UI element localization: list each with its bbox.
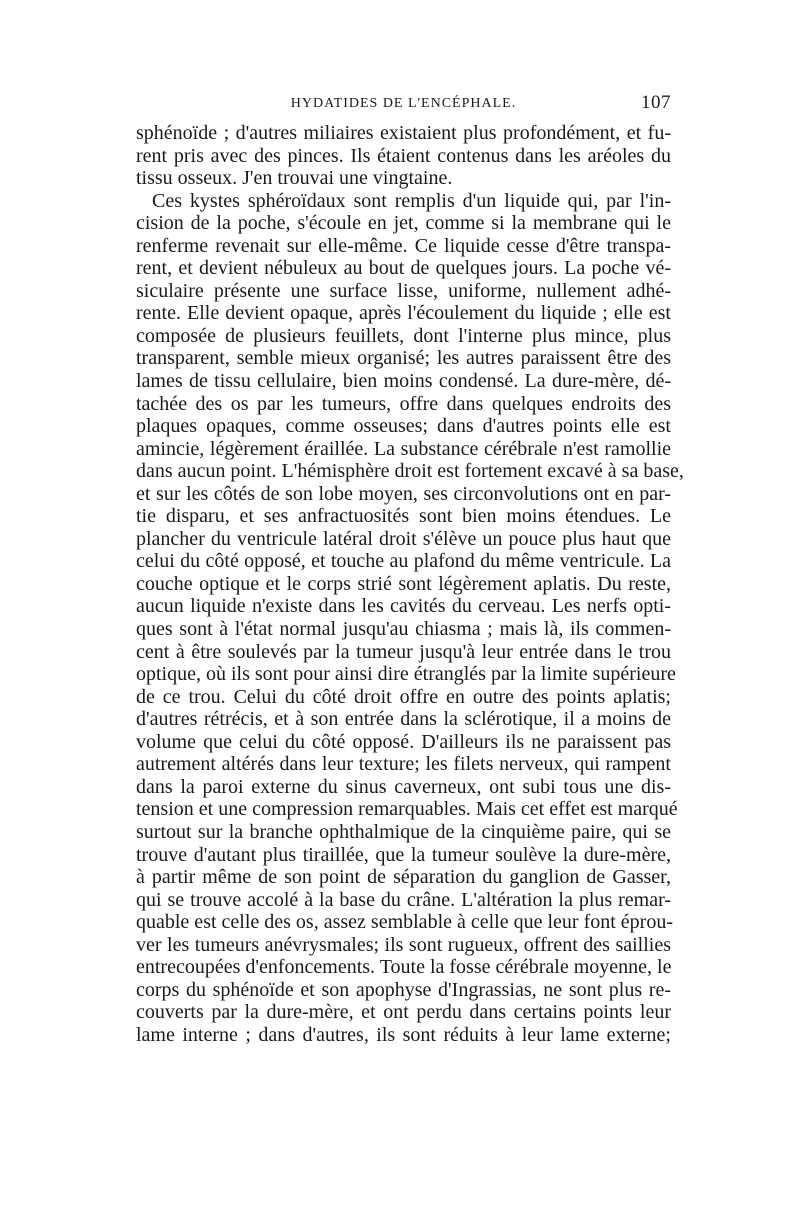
text-line: lames de tissu cellulaire, bien moins condensé. La dure-mère, dé-: [136, 370, 671, 393]
text-line: qui se trouve accolé à la base du crâne. L'altération la plus remar-: [136, 888, 671, 911]
text-line: renferme revenait sur elle-même. Ce liquide cesse d'être transpa-: [136, 234, 671, 257]
text-line: transparent, semble mieux organisé; les autres paraissent être des: [136, 347, 671, 370]
page-number: 107: [641, 92, 671, 113]
text-line: tachée des os par les tumeurs, offre dans quelques endroits des: [136, 392, 671, 415]
text-line: rente. Elle devient opaque, après l'écoulement du liquide ; elle est: [136, 302, 671, 325]
text-line: corps du sphénoïde et son apophyse d'Ingrassias, ne sont plus re-: [136, 978, 671, 1001]
text-line: à partir même de son point de séparation du ganglion de Gasser,: [136, 866, 671, 889]
text-line: composée de plusieurs feuillets, dont l'interne plus mince, plus: [136, 324, 671, 347]
text-line: lame interne ; dans d'autres, ils sont réduits à leur lame externe;: [136, 1023, 671, 1046]
text-line: dans la paroi externe du sinus caverneux, ont subi tous une dis-: [136, 775, 671, 798]
text-line: tie disparu, et ses anfractuosités sont bien moins étendues. Le: [136, 505, 671, 528]
text-line: siculaire présente une surface lisse, uniforme, nullement adhé-: [136, 279, 671, 302]
text-line: tension et une compression remarquables. Mais cet effet est marqué: [136, 798, 678, 821]
text-line: entrecoupées d'enfoncements. Toute la fosse cérébrale moyenne, le: [136, 956, 672, 979]
text-line: optique, où ils sont pour ainsi dire étranglés par la limite supérieure: [136, 663, 676, 686]
text-line: tissu osseux. J'en trouvai une vingtaine.: [136, 167, 453, 190]
text-line: couche optique et le corps strié sont légèrement aplatis. Du reste,: [136, 572, 671, 595]
text-line: volume que celui du côté opposé. D'ailleurs ils ne paraissent pas: [136, 730, 671, 753]
text-line: rent pris avec des pinces. Ils étaient contenus dans les aréoles du: [136, 144, 671, 167]
text-line: amincie, légèrement éraillée. La substance cérébrale n'est ramollie: [136, 437, 671, 460]
text-line: cent à être soulevés par la tumeur jusqu'à leur entrée dans le trou: [136, 640, 671, 663]
text-line: couverts par la dure-mère, et ont perdu dans certains points leur: [136, 1001, 671, 1024]
text-line: et sur les côtés de son lobe moyen, ses circonvolutions ont en par-: [136, 482, 671, 505]
page-header: [136, 92, 671, 122]
running-head: HYDATIDES DE L'ENCÉPHALE.: [290, 96, 517, 111]
text-line: plaques opaques, comme osseuses; dans d'autres points elle est: [136, 415, 671, 438]
text-line: ver les tumeurs anévrysmales; ils sont rugueux, offrent des saillies: [136, 933, 671, 956]
text-line: Ces kystes sphéroïdaux sont remplis d'un liquide qui, par l'in-: [152, 189, 671, 212]
text-line: surtout sur la branche ophthalmique de la cinquième paire, qui se: [136, 820, 671, 843]
text-line: cision de la poche, s'écoule en jet, comme si la membrane qui le: [136, 212, 671, 235]
text-line: celui du côté opposé, et touche au plafond du même ventricule. La: [136, 550, 671, 573]
text-line: quable est celle des os, assez semblable à celle que leur font éprou-: [136, 911, 674, 934]
body-text: [136, 122, 684, 1046]
text-line: plancher du ventricule latéral droit s'élève un pouce plus haut que: [136, 527, 671, 550]
text-line: de ce trou. Celui du côté droit offre en outre des points aplatis;: [136, 685, 671, 708]
text-line: dans aucun point. L'hémisphère droit est fortement excavé à sa base,: [136, 460, 684, 483]
text-line: aucun liquide n'existe dans les cavités du cerveau. Les nerfs opti-: [136, 595, 671, 618]
text-line: rent, et devient nébuleux au bout de quelques jours. La poche vé-: [136, 257, 671, 280]
text-line: d'autres rétrécis, et à son entrée dans la sclérotique, il a moins de: [136, 708, 671, 731]
text-line: ques sont à l'état normal jusqu'au chiasma ; mais là, ils commen-: [136, 618, 671, 641]
text-line: trouve d'autant plus tiraillée, que la tumeur soulève la dure-mère,: [136, 843, 671, 866]
text-line: autrement altérés dans leur texture; les filets nerveux, qui rampent: [136, 753, 671, 776]
text-line: sphénoïde ; d'autres miliaires existaient plus profondément, et fu-: [136, 122, 671, 144]
book-page: [136, 92, 684, 1046]
